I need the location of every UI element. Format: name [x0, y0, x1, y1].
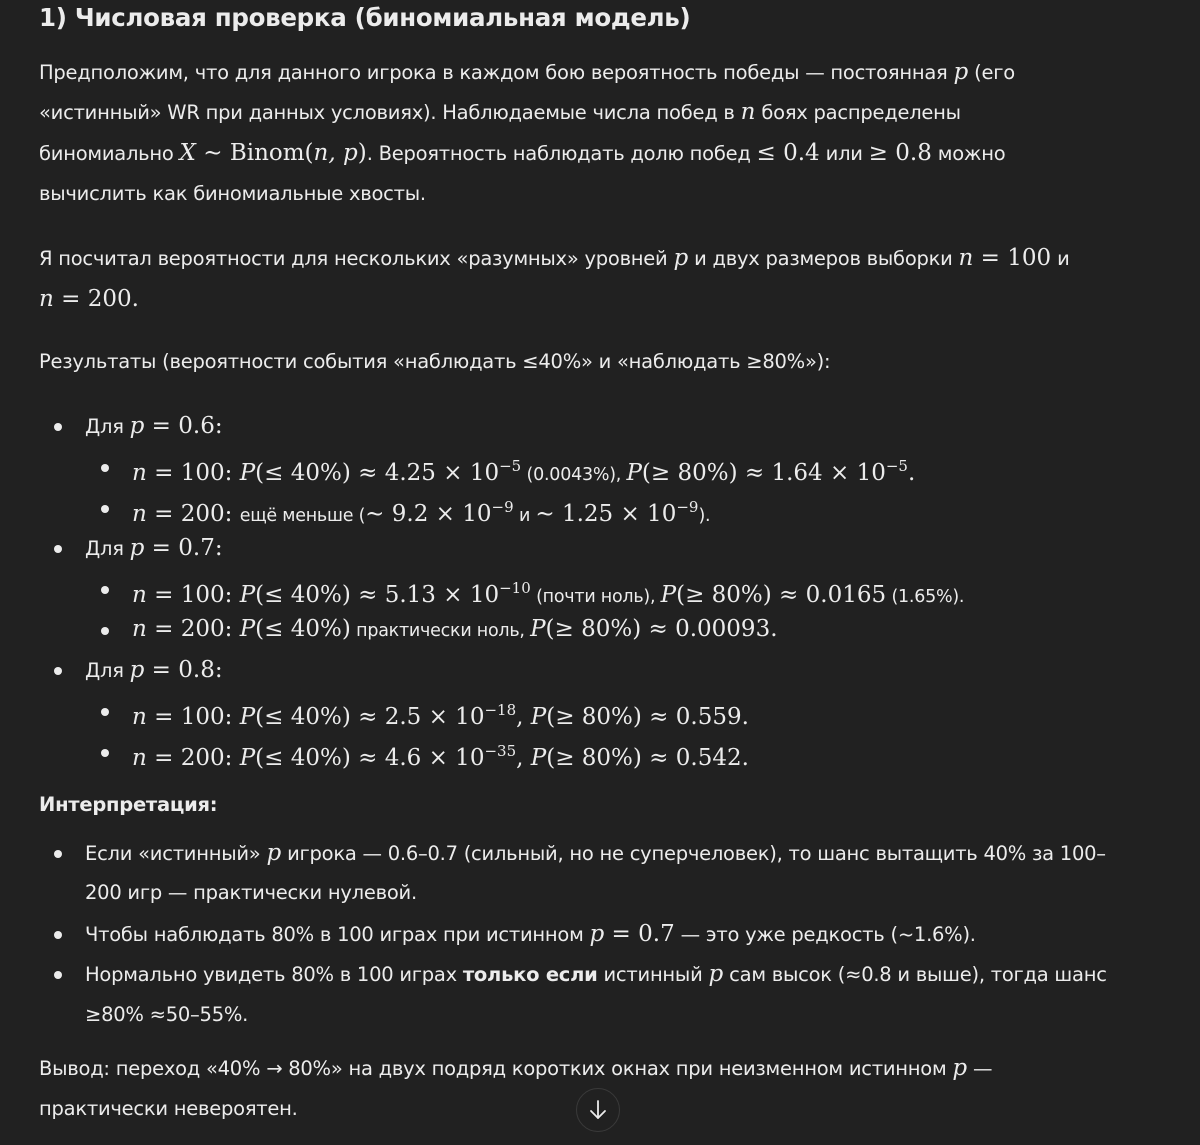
text: . Вероятность наблюдать долю побед — [366, 142, 757, 165]
text: : — [224, 745, 240, 771]
math-expr: (≤ 40%) ≈ 2.5 × 10 — [255, 704, 485, 730]
math-n: n — [132, 582, 147, 608]
text: Нормально увидеть 80% в 100 играх — [85, 963, 463, 986]
text: : — [224, 704, 240, 730]
math-P: P — [626, 460, 642, 486]
conclusion-line-2: практически невероятен. — [39, 1097, 298, 1120]
result-item — [132, 493, 710, 530]
math-expr: (≥ 80%) ≈ 0.559 — [546, 704, 742, 730]
math-X: X — [179, 140, 196, 166]
text: Предположим, что для данного игрока в каждом бою вероятность победы — постоянная — [39, 61, 954, 84]
bullet — [101, 505, 109, 513]
text: : — [224, 616, 240, 642]
math-p: p — [129, 657, 145, 683]
text: Для — [85, 415, 130, 438]
text: биномиально — [39, 142, 180, 165]
math-eq: = 100 — [973, 245, 1052, 271]
calc-line-1 — [39, 244, 1070, 273]
math-expr: (≥ 80%) ≈ 0.0165 — [676, 582, 887, 608]
math-exp: −5 — [499, 457, 522, 475]
bullet — [101, 464, 109, 472]
text: практически ноль, — [350, 621, 531, 641]
math-eq: = 100 — [146, 704, 225, 730]
text: и двух размеров выборки — [688, 247, 959, 270]
emphasis: только если — [462, 963, 598, 986]
text: (0.0043%), — [521, 465, 627, 485]
math-P: P — [239, 704, 256, 730]
math-P: P — [239, 582, 256, 608]
math-P: P — [530, 616, 546, 642]
result-group-heading — [85, 412, 223, 441]
text: Вывод: переход «40% → 80%» на двух подряд коротких окнах при неизменном истинном — [39, 1057, 953, 1080]
result-item — [132, 452, 915, 489]
math-eq: = 0.7 — [144, 535, 215, 561]
text: или — [819, 142, 869, 165]
interpretation-item-3 — [85, 960, 1107, 989]
interpretation-heading: Интерпретация: — [39, 793, 218, 816]
intro-line-3 — [39, 139, 1005, 168]
text: боях распределены — [755, 101, 961, 124]
text: сам высок (≈0.8 и выше), тогда шанс — [723, 963, 1107, 986]
text: . — [741, 745, 749, 771]
math-p: p — [673, 245, 689, 271]
math-binom: Binom( — [229, 140, 314, 166]
intro-line-4: вычислить как биномиальные хвосты. — [39, 182, 426, 205]
math-n: n — [958, 245, 974, 271]
text: Для — [85, 659, 130, 682]
result-item — [132, 696, 749, 732]
result-item — [132, 737, 749, 773]
bullet — [54, 971, 62, 979]
interpretation-item-1 — [85, 839, 1106, 868]
text: . — [131, 286, 139, 312]
math-p: p — [952, 1055, 968, 1081]
math-expr: ∼ 1.25 × 10 — [535, 501, 677, 527]
math-p: p — [129, 535, 145, 561]
results-intro: Результаты (вероятности события «наблюдать ≤40%» и «наблюдать ≥80%»): — [39, 350, 831, 373]
text: «истинный» WR при данных условиях). Наблюдаемые числа побед в — [39, 101, 741, 124]
scroll-to-bottom-button[interactable] — [576, 1088, 620, 1132]
math-close: ) — [357, 140, 367, 166]
math-n: n — [132, 704, 147, 730]
math-eq: = 0.7 — [604, 921, 675, 947]
text: Если «истинный» — [85, 842, 267, 865]
math-expr: (≤ 40%) ≈ 4.6 × 10 — [255, 745, 485, 771]
conclusion-line-1 — [39, 1054, 992, 1083]
text: : — [214, 657, 223, 683]
text: , — [516, 704, 531, 730]
math-P: P — [239, 745, 256, 771]
text: — — [967, 1057, 993, 1080]
text: — это уже редкость (~1.6%). — [674, 923, 976, 946]
math-n: n — [132, 616, 147, 642]
bullet — [101, 586, 109, 594]
arrow-down-icon — [588, 1099, 608, 1121]
math-eq: = 100 — [146, 582, 225, 608]
math-P: P — [530, 704, 547, 730]
calc-line-2 — [39, 285, 139, 314]
math-exp: −18 — [484, 701, 517, 719]
math-eq: = 100 — [146, 460, 225, 486]
math-args: n, p — [313, 140, 358, 166]
math-eq: = 200 — [146, 501, 225, 527]
math-sim: ∼ — [195, 140, 230, 166]
text: Чтобы наблюдать 80% в 100 играх при истинном — [85, 923, 590, 946]
math-n: n — [740, 99, 756, 125]
math-exp: −5 — [885, 457, 908, 475]
bullet — [54, 423, 62, 431]
text: : — [224, 460, 240, 486]
text: . — [907, 460, 916, 486]
bullet — [101, 708, 109, 716]
text: и — [1051, 247, 1070, 270]
intro-line-2 — [39, 98, 961, 127]
bullet — [101, 627, 109, 635]
text: : — [214, 535, 223, 561]
math-p: p — [129, 413, 145, 439]
math-n: n — [39, 286, 54, 312]
math-p: p — [708, 961, 724, 987]
math-expr: (≤ 40%) — [255, 616, 351, 642]
math-eq: = 200 — [146, 616, 225, 642]
interpretation-item-2 — [85, 920, 976, 949]
text: истинный — [597, 963, 709, 986]
text: (почти ноль), — [530, 587, 661, 607]
bullet — [54, 545, 62, 553]
text: игрока — 0.6–0.7 (сильный, но не суперчеловек), то шанс вытащить 40% за 100– — [281, 842, 1106, 865]
bullet — [54, 667, 62, 675]
text: можно — [931, 142, 1006, 165]
math-eq: = 200 — [53, 286, 132, 312]
bullet — [101, 749, 109, 757]
math-p: p — [953, 59, 969, 85]
bullet — [54, 850, 62, 858]
math-expr: (≤ 40%) ≈ 4.25 × 10 — [255, 460, 500, 486]
intro-line-1 — [39, 58, 1015, 87]
math-expr: (≥ 80%) ≈ 0.542 — [546, 745, 742, 771]
math-le: ≤ 0.4 — [756, 140, 820, 166]
text: : — [214, 413, 223, 439]
text: Для — [85, 537, 130, 560]
math-exp: −9 — [491, 498, 514, 516]
text: и — [513, 506, 536, 526]
interpretation-item-3-cont: ≥80% ≈50–55%. — [85, 1003, 249, 1026]
math-expr: (≤ 40%) ≈ 5.13 × 10 — [255, 582, 500, 608]
text: (его — [968, 61, 1015, 84]
math-expr: (≥ 80%) ≈ 1.64 × 10 — [641, 460, 886, 486]
math-n: n — [132, 460, 147, 486]
section-heading: 1) Числовая проверка (биномиальная модель) — [39, 3, 691, 32]
math-p: p — [589, 921, 605, 947]
math-exp: −10 — [499, 579, 531, 597]
text: Я посчитал вероятности для нескольких «разумных» уровней — [39, 247, 674, 270]
text: : — [224, 582, 240, 608]
math-P: P — [660, 582, 677, 608]
math-exp: −35 — [484, 742, 517, 760]
text: . — [770, 616, 778, 642]
math-P: P — [239, 460, 256, 486]
text: . — [741, 704, 749, 730]
result-group-heading — [85, 534, 223, 563]
math-expr: (≥ 80%) ≈ 0.00093 — [545, 616, 771, 642]
math-exp: −9 — [676, 498, 699, 516]
math-P: P — [239, 616, 256, 642]
math-expr: ∼ 9.2 × 10 — [365, 501, 492, 527]
result-item — [132, 574, 964, 611]
math-P: P — [530, 745, 547, 771]
text: ). — [698, 506, 711, 526]
math-ge: ≥ 0.8 — [868, 140, 932, 166]
math-eq: = 0.6 — [144, 413, 215, 439]
bullet — [54, 931, 62, 939]
text: : — [224, 501, 240, 527]
text: (1.65%). — [886, 587, 965, 607]
math-n: n — [132, 501, 147, 527]
math-eq: = 200 — [146, 745, 225, 771]
math-n: n — [132, 745, 147, 771]
text: , — [516, 745, 531, 771]
math-p: p — [266, 840, 282, 866]
result-item — [132, 615, 778, 645]
interpretation-item-1-cont: 200 игр — практически нулевой. — [85, 881, 417, 904]
result-group-heading — [85, 656, 223, 685]
math-eq: = 0.8 — [144, 657, 215, 683]
text: ещё меньше ( — [239, 506, 366, 526]
